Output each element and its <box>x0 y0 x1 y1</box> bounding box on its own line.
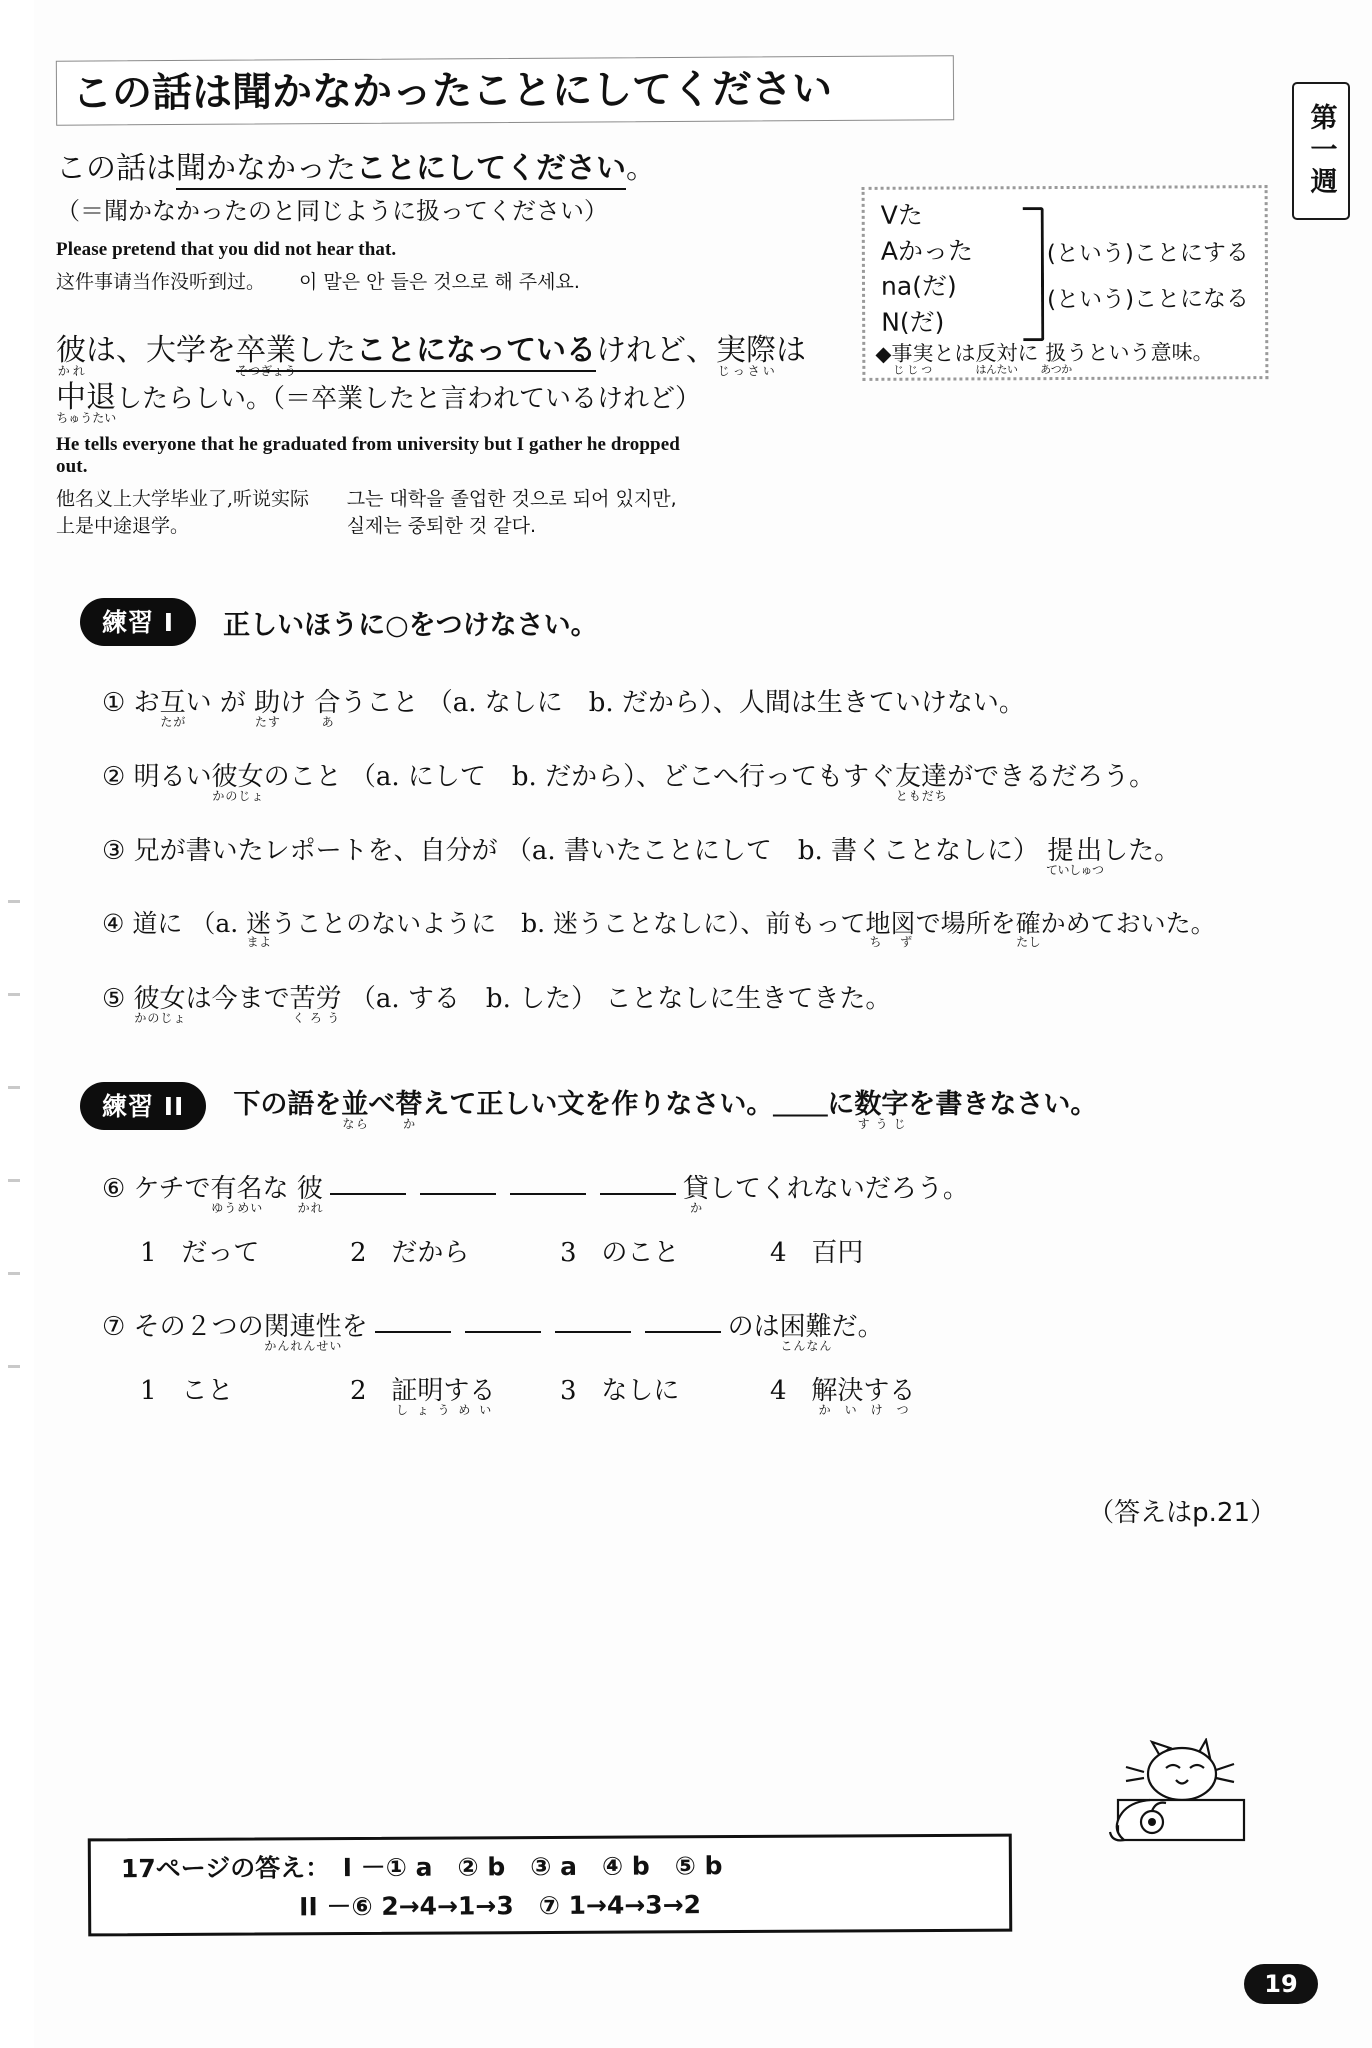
drill-1-item-3: ③ 兄が書いたレポートを、自分が （a. 書いたことにして b. 書くことなしに） 提出ていしゅつした。 <box>102 836 1181 877</box>
week-tab-label: 第一週 <box>1305 103 1337 199</box>
example-1-translation-row <box>56 264 696 294</box>
answer-blank[interactable] <box>645 1309 721 1333</box>
diamond-marker-icon: ◆ <box>875 341 892 366</box>
grammar-result: (という)ことになる <box>1047 286 1250 314</box>
answers-reference: （答えはp.21） <box>1088 1498 1276 1528</box>
example-1-korean: 이 말은 안 들은 것으로 해 주세요. <box>299 270 580 293</box>
item-number: ② <box>102 762 126 792</box>
option: 3 なしに <box>560 1376 680 1406</box>
drill-2-item-6-options <box>140 1232 863 1269</box>
example-1-prefix: この話は <box>56 151 176 186</box>
answer-line-2: II －⑥ 2→4→1→3 ⑦ 1→4→3→2 <box>299 1890 702 1922</box>
example-2-translation-row <box>56 481 696 538</box>
option: 4 百円 <box>770 1238 864 1268</box>
example-2-japanese-line2: 中退ちゅうたいしたらしい。（＝卒業したと言われているけれど） <box>56 380 702 425</box>
ruby-hantai: 反対はんたい <box>975 341 1018 377</box>
grammar-forms-list <box>881 197 974 339</box>
drill-1-item-4: ④ 道に （a. 迷まようことのないように b. 迷うことなしに）、前もって地図ち ずで場所を確たしかめておいた。 <box>102 909 1216 949</box>
grammar-form: Vた <box>880 200 923 230</box>
grammar-pattern-box <box>862 185 1269 381</box>
example-1-paraphrase-text: （＝聞かなかったのと同じように扱ってください） <box>56 196 608 225</box>
answer-blank[interactable] <box>600 1171 676 1195</box>
item-number: ⑤ <box>102 984 126 1014</box>
option: 1 だって <box>140 1238 260 1268</box>
drill-1-item-5: ⑤ 彼女かのじょは今まで苦労くろう （a. する b. した） ことなしに生きてきた。 <box>102 984 892 1025</box>
grammar-form: na(だ) <box>880 271 957 301</box>
drill-1-item-2: ② 明るい彼女かのじょのこと （a. にして b. だから）、どこへ行ってもすぐ友達ともだちができるだろう。 <box>102 762 1156 803</box>
drill-2-item-6: ⑥ ケチで有名ゆうめいな 彼かれ貸かしてくれないだろう。 <box>102 1168 969 1214</box>
example-1-chinese: 这件事请当作没听到过。 <box>56 270 266 293</box>
grammar-form: Aかった <box>880 235 974 266</box>
example-2-chinese: 他名义上大学毕业了,听说实际上是中途退学。 <box>56 488 310 537</box>
example-2-korean: 그는 대학을 졸업한 것으로 되어 있지만, 실제는 중퇴한 것 같다. <box>346 488 677 537</box>
grammar-results-list <box>1047 230 1249 323</box>
drill-2-item-7-options <box>140 1370 915 1416</box>
ruby-sotsugyou: 卒業そつぎょう <box>236 333 296 378</box>
grammar-note: ◆事実じじつとは反対はんたいに 扱あつかうという意味。 <box>875 340 1214 377</box>
example-1-tail: 。 <box>626 151 656 186</box>
example-1-paraphrase <box>56 193 696 229</box>
answer-blank[interactable] <box>420 1171 496 1195</box>
item-number: ① <box>102 688 126 718</box>
grammar-form: N(だ) <box>881 307 945 337</box>
option: 2 だから <box>350 1238 470 1268</box>
drill-1-item-1: ① お互たがい が 助たすけ 合あうこと （a. なしに b. だから）、人間は生きていけない。 <box>102 688 1025 729</box>
ruby-atsuka: 扱あつか <box>1040 340 1072 377</box>
answer-blank[interactable] <box>330 1171 406 1195</box>
option: 1 こと <box>140 1376 234 1406</box>
drill-2-pill: 練習 II <box>80 1082 206 1130</box>
example-1-underline-plain: 聞かなかった <box>176 151 356 186</box>
drill-1-header <box>80 598 598 646</box>
page-number: 19 <box>1244 1964 1318 2004</box>
example-block-2 <box>56 330 806 538</box>
item-number: ⑥ <box>102 1174 126 1204</box>
ruby-jissai: 実際じっさい <box>716 333 776 378</box>
ruby-kare: 彼かれ <box>56 333 86 378</box>
drill-1-instruction: 正しいほうに○をつけなさい。 <box>223 609 598 641</box>
answer-blank[interactable] <box>465 1309 541 1333</box>
answer-blank[interactable] <box>375 1309 451 1333</box>
drill-2-item-7: ⑦ その２つの関連性かんれんせいを のは困難こんなんだ。 <box>102 1306 884 1352</box>
option: 2 証明するしょうめい <box>350 1376 496 1417</box>
answer-line-1: 17ページの答え： I －① a ② b ③ a ④ b ⑤ b <box>120 1851 723 1884</box>
drill-1-pill: 練習 I <box>80 598 196 646</box>
ruby-chuutai: 中退ちゅうたい <box>56 380 116 425</box>
drill-2-instruction: 下の語を並ならべ替かえて正しい文を作りなさい。＿＿に数字すうじを書きなさい。 <box>233 1089 1098 1131</box>
page-title: この話は聞かなかったことにしてください <box>71 66 833 117</box>
previous-page-answer-box <box>88 1834 1013 1937</box>
example-2-english: He tells everyone that he graduated from university but I gather he dropped out. <box>56 434 680 477</box>
option: 4 解決するかいけつ <box>770 1376 916 1417</box>
example-1-underline-bold: ことにしてください <box>356 151 626 186</box>
example-2-japanese-line1: 彼かれは、大学を卒業そつぎょうしたことになっているけれど、実際じっさいは <box>56 333 806 378</box>
ruby-jijitsu: 事実じじつ <box>891 341 934 377</box>
answer-blank[interactable] <box>510 1171 586 1195</box>
drill-2-header <box>80 1082 1097 1130</box>
week-tab <box>1292 82 1350 220</box>
example-1-japanese <box>56 148 696 191</box>
item-number: ③ <box>102 836 126 866</box>
cat-illustration <box>1040 1738 1260 1858</box>
grammar-result: (という)ことにする <box>1046 240 1249 268</box>
page-edge-marks <box>8 900 22 1700</box>
grammar-bracket <box>1023 207 1045 341</box>
example-block-1 <box>56 148 696 294</box>
item-number: ⑦ <box>102 1312 126 1342</box>
option: 3 のこと <box>560 1238 680 1268</box>
answer-blank[interactable] <box>555 1309 631 1333</box>
item-number: ④ <box>102 909 125 938</box>
example-1-english: Please pretend that you did not hear that. <box>56 238 397 260</box>
